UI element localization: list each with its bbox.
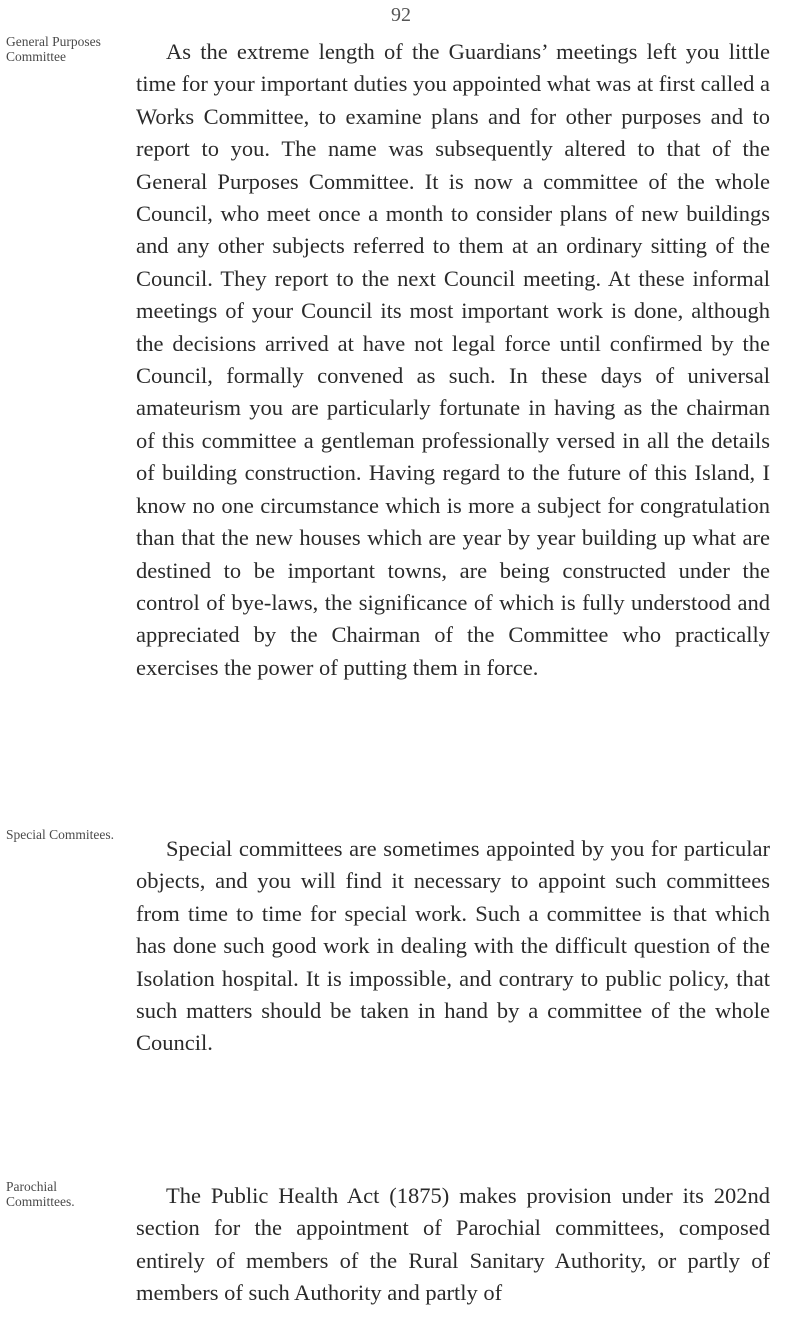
margin-note-special-committees: Special Commitees. [6, 827, 114, 842]
paragraph-parochial-committees [136, 1180, 770, 1310]
paragraph-text: As the extreme length of the Guardians’ meetings left you little time for your important duties you appointed what was at first called a Works Committee, to examine plans and for other purposes and to report to you. The name was subsequently altered to that of the General Purposes Committee. It is now a committee of the whole Council, who meet once a month to consider plans of new buildings and any other subjects referred to them at an ordinary sitting of the Council. They report to the next Council meeting. At these informal meetings of your Council its most important work is done, although the decisions arrived at have not legal force until confirmed by the Council, formally convened as such. In these days of universal amateurism you are particularly fortunate in having as the chairman of this committee a gentleman professionally versed in all the details of building construction. Having regard to the future of this Island, I know no one circumstance which is more a subject for congratulation than that the new houses which are year by year building up what are destined to be important towns, are being constructed under the control of bye-laws, the significance of which is fully understood and appreciated by the Chairman of the Committee who practically exercises the power of putting them in force. [136, 39, 770, 680]
margin-note-parochial-committees: Parochial Committees. [6, 1179, 75, 1209]
page-number: 92 [391, 4, 411, 26]
margin-note-general-purposes: General Purposes Committee [6, 34, 101, 64]
paragraph-text: Special committees are sometimes appointed by you for particular objects, and you will find it necessary to appoint such committees from time to time for special work. Such a committee is that which has done such good work in dealing with the difficult question of the Isolation hospital. It is impossible, and contrary to public policy, that such matters should be taken in hand by a committee of the whole Council. [136, 836, 770, 1056]
paragraph-special-committees [136, 833, 770, 1060]
paragraph-general-purposes [136, 36, 770, 684]
paragraph-text: The Public Health Act (1875) makes provision under its 202nd section for the appointment of Parochial committees, composed entirely of members of the Rural Sanitary Authority, or partly of members of such Authority and partly of [136, 1183, 770, 1306]
